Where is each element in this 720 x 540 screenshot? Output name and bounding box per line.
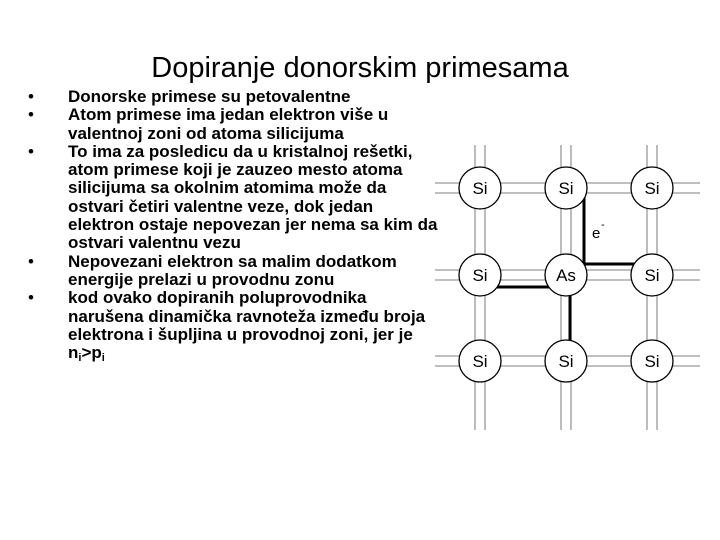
atom xyxy=(545,340,587,382)
svg-text:As: As xyxy=(556,266,576,285)
bullet-item: • Donorske primese su petovalentne xyxy=(22,88,442,106)
svg-text:Si: Si xyxy=(644,266,660,285)
svg-text:e: e xyxy=(592,225,601,242)
dopant-atom xyxy=(545,254,587,296)
atom xyxy=(459,254,501,296)
svg-text:Si: Si xyxy=(644,352,660,371)
svg-text:Si: Si xyxy=(558,352,574,371)
atom xyxy=(631,167,673,209)
free-electron-label xyxy=(592,219,605,242)
svg-text:Si: Si xyxy=(644,179,660,198)
svg-text:Si: Si xyxy=(472,179,488,198)
slide-title: Dopiranje donorskim primesama xyxy=(151,52,569,84)
atom-grid xyxy=(459,167,673,382)
svg-text:Si: Si xyxy=(472,352,488,371)
bullet-item: • To ima za posledicu da u kristalnoj rešetki, atom primese koji je zauzeo mesto atoma silicijuma sa okolnim atomima može da ostvari četiri valentne veze, dok jedan elektron ostaje nepovezan jer nema sa kim da ostvari valentnu vezu xyxy=(22,143,442,253)
svg-text:Si: Si xyxy=(558,179,574,198)
bullet-item: • Nepovezani elektron sa malim dodatkom energije prelazi u provodnu zonu xyxy=(22,253,442,290)
atom xyxy=(631,340,673,382)
svg-text:-: - xyxy=(601,219,605,231)
atom xyxy=(631,254,673,296)
bullet-item-last: • kod ovako dopiranih poluprovodnika narušena dinamička ravnoteža između broja elektrona i šupljina u provodnoj zoni, jer je $n_i>p_i$ xyxy=(22,289,442,362)
atom xyxy=(545,167,587,209)
svg-text:Si: Si xyxy=(472,266,488,285)
bullet-item: • Atom primese ima jedan elektron više u valentnoj zoni od atoma silicijuma xyxy=(22,106,442,143)
atom xyxy=(459,340,501,382)
atom xyxy=(459,167,501,209)
